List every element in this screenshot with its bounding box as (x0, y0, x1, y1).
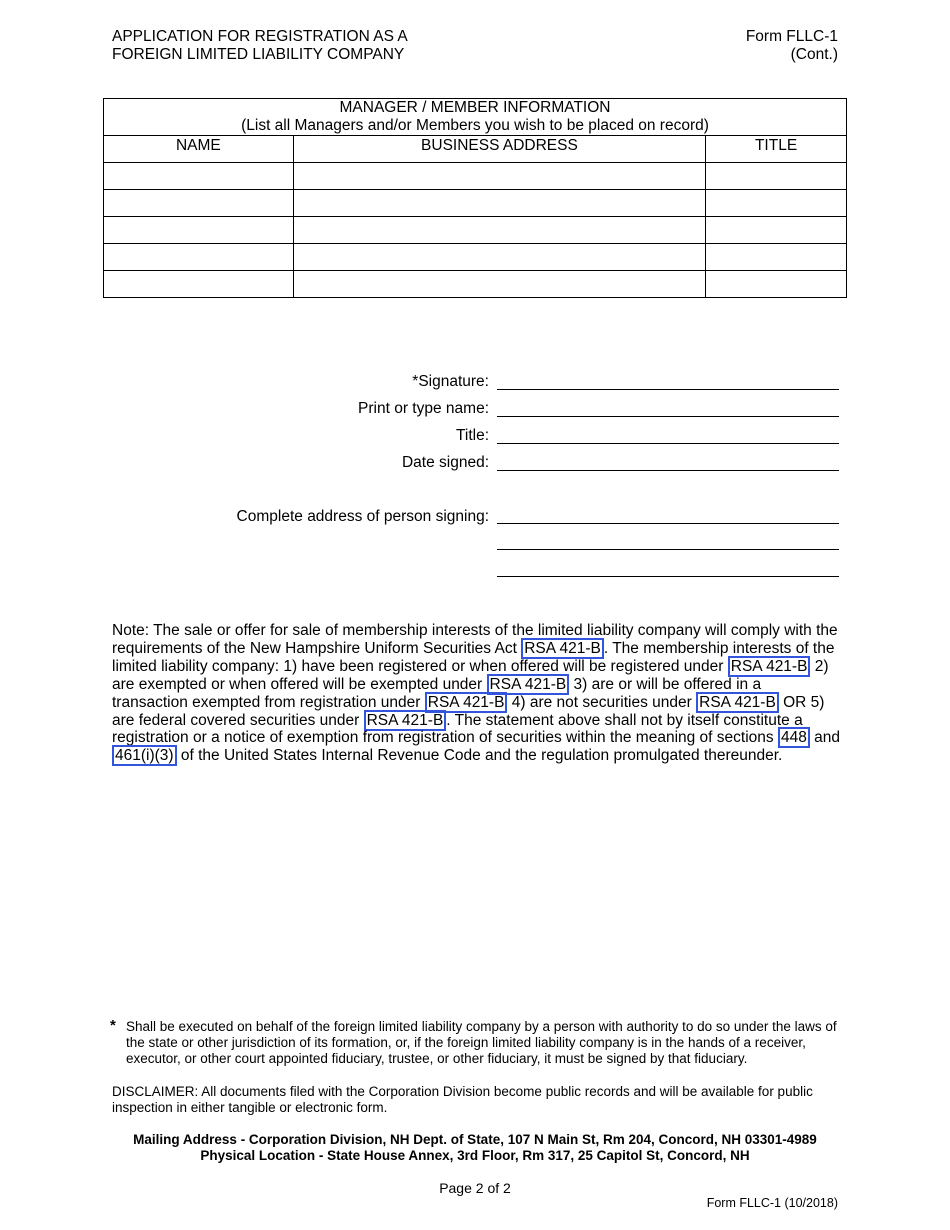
form-number: Form FLLC-1 (10/2018) (706, 1196, 838, 1210)
name-cell[interactable] (104, 190, 294, 217)
rsa-421-b-link[interactable]: RSA 421-B (728, 656, 811, 677)
business-address-cell[interactable] (293, 163, 705, 190)
table-subtitle: (List all Managers and/or Members you wish to be placed on record) (241, 117, 709, 134)
mailing-address: Mailing Address - Corporation Division, NH Dept. of State, 107 N Main St, Rm 204, Concord, NH 03301-4989 (133, 1132, 817, 1147)
form-title-line2: FOREIGN LIMITED LIABILITY COMPANY (112, 46, 405, 63)
note-text: 2) are exempted or when offered will be exempted under (112, 657, 829, 693)
business-address-cell[interactable] (293, 217, 705, 244)
form-cont: (Cont.) (790, 46, 838, 63)
title-cell[interactable] (706, 190, 847, 217)
note-text: Note: The sale or offer for sale of membership interests of the limited liability company will comply with the requirements of the New Hampshire Uniform Securities Act (112, 622, 838, 657)
physical-location: Physical Location - State House Annex, 3rd Floor, Rm 317, 25 Capitol St, Concord, NH (200, 1148, 750, 1163)
name-cell[interactable] (104, 217, 294, 244)
rsa-421-b-link[interactable]: RSA 421-B (521, 638, 604, 659)
signature-label: *Signature: (412, 373, 489, 390)
form-id: Form FLLC-1 (745, 28, 838, 45)
note-text: 3) are or will be offered in a transaction exempted from registration under (112, 675, 762, 711)
title-cell[interactable] (706, 217, 847, 244)
table-title-cell (104, 99, 847, 136)
footnote-text: Shall be executed on behalf of the foreign limited liability company by a person with authority to do so under the laws of the state or other jurisdiction of its formation, or, if the foreign limited liability company is in the hands of a receiver, executor, or other court appointed fiduciary, trustee, or other fiduciary, it must be signed by that fiduciary. (126, 1019, 837, 1066)
title-cell[interactable] (706, 163, 847, 190)
manager-member-table (103, 98, 847, 298)
address-field-line3[interactable] (497, 576, 839, 577)
rsa-421-b-link[interactable]: RSA 421-B (487, 674, 570, 695)
title-field[interactable] (497, 443, 839, 444)
page-number: Page 2 of 2 (439, 1180, 511, 1196)
print-name-field[interactable] (497, 416, 839, 417)
title-cell[interactable] (706, 244, 847, 271)
table-title: MANAGER / MEMBER INFORMATION (339, 99, 611, 116)
business-address-cell[interactable] (293, 271, 705, 298)
name-cell[interactable] (104, 244, 294, 271)
note-text: . The membership interests of the limited liability company: 1) have been registered or when offered will be registered under (112, 639, 835, 675)
name-cell[interactable] (104, 271, 294, 298)
address-block (0, 1132, 950, 1164)
section-448-link[interactable]: 448 (778, 727, 810, 748)
note-text: OR 5) are federal covered securities under (112, 693, 825, 729)
form-id-block (746, 28, 838, 64)
print-name-label: Print or type name: (358, 400, 489, 417)
note-text: of the United States Internal Revenue Code and the regulation promulgated thereunder. (176, 747, 783, 765)
rsa-421-b-link[interactable]: RSA 421-B (425, 692, 508, 713)
business-address-cell[interactable] (293, 244, 705, 271)
signature-field[interactable] (497, 389, 839, 390)
table-row (104, 271, 847, 298)
rsa-421-b-link[interactable]: RSA 421-B (696, 692, 779, 713)
table-row (104, 163, 847, 190)
section-461-link[interactable]: 461(i)(3) (112, 745, 177, 766)
securities-note (112, 622, 840, 765)
date-signed-field[interactable] (497, 470, 839, 471)
note-text: and (809, 729, 841, 747)
business-address-cell[interactable] (293, 190, 705, 217)
rsa-421-b-link[interactable]: RSA 421-B (364, 710, 447, 731)
table-row (104, 190, 847, 217)
date-signed-label: Date signed: (401, 454, 489, 471)
column-header-title: TITLE (706, 136, 847, 163)
address-field-line2[interactable] (497, 549, 839, 550)
address-label: Complete address of person signing: (236, 508, 489, 525)
form-title-line1: APPLICATION FOR REGISTRATION AS A (112, 28, 408, 45)
title-label: Title: (455, 427, 489, 444)
column-header-name: NAME (104, 136, 294, 163)
table-row (104, 217, 847, 244)
note-text: 4) are not securities under (507, 693, 697, 711)
disclaimer: DISCLAIMER: All documents filed with the Corporation Division become public records and will be available for public inspection in either tangible or electronic form. (112, 1084, 813, 1115)
address-field-line1[interactable] (497, 523, 839, 524)
table-row (104, 244, 847, 271)
form-title (112, 28, 408, 64)
footnote-asterisk: * (110, 1017, 116, 1034)
title-cell[interactable] (706, 271, 847, 298)
column-header-business-address: BUSINESS ADDRESS (293, 136, 705, 163)
note-text: . The statement above shall not by itself constitute a registration or a notice of exemption from registration of securities within the meaning of sections (112, 711, 803, 747)
name-cell[interactable] (104, 163, 294, 190)
